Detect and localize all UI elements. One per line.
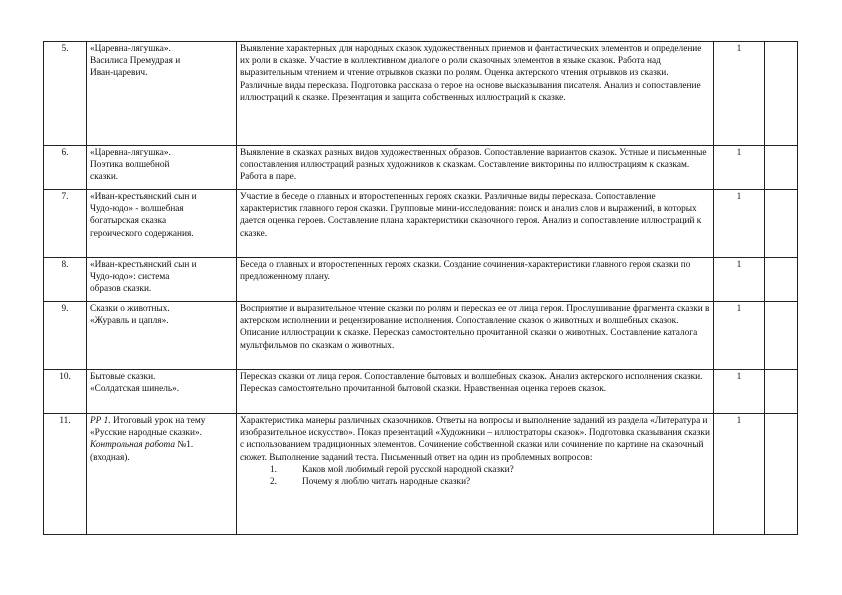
lesson-activities [237,146,714,190]
lesson-number: 6. [44,146,87,190]
activities-text: Восприятие и выразительное чтение сказки по ролям и пересказ ее от лица героя. Прослушивание фрагмента сказки в актерском исполнении и рецензирование исполнения. Сопоставление сказок о животных и волшебных сказок. Описание иллюстрации к сказке. Пересказ самостоятельно прочитанной сказки о животных. Составление каталога мультфильмов по сказкам о животных. [240,304,710,351]
table-row [44,414,798,535]
empty-cell [765,190,798,258]
empty-cell [765,414,798,535]
lesson-topic [87,190,237,258]
lesson-plan-table [43,41,798,535]
activities-text: Выявление характерных для народных сказок художественных приемов и фантастических элементов и определение их роли в сказке. Участие в коллективном диалоге о роли сказочных элементов в языке сказок. Работа над выразительным чтением и чтение отрывков сказки по ролям. Оценка актерского чтения отрывков из сказки. Различные виды пересказа. Подготовка рассказа о герое на основе высказывания писателя. Анализ и сопоставление иллюстраций к сказке. Презентация и защита собственных иллюстраций к сказке. [240,44,702,103]
topic-line: Василиса Премудрая и [90,56,181,67]
table-row [44,258,798,302]
topic-line: «Иван-крестьянский сын и [90,260,197,270]
topic-control-label: Контрольная работа [90,440,176,451]
activities-text: Участие в беседе о главных и второстепенных героях сказки. Различные виды пересказа. Сопоставление характеристик главного героя сказки. Групповые мини-исследования: поиск и анализ слов и выражений, в которых дается оценка героев. Составление плана характеристики сказочного героя. Анализ и сопоставление иллюстраций к сказке. [240,192,702,239]
lesson-hours: 1 [714,414,765,535]
lesson-topic [87,414,237,535]
topic-line: богатырская сказка [90,216,167,227]
topic-line: Чудо-юдо»: система [90,272,170,283]
question-item: 1. Каков мой любимый герой русской народной сказки? [270,464,514,475]
topic-line: Чудо-юдо» - волшебная [90,204,184,215]
topic-line: Иван-царевич. [90,68,148,79]
topic-text: Итоговый урок на тему «Русские народные сказки». [90,416,206,439]
lesson-hours: 1 [714,370,765,414]
lesson-topic [87,370,237,414]
lesson-activities [237,190,714,258]
lesson-activities [237,414,714,535]
topic-control-number: №1. [175,440,194,451]
table-row [44,370,798,414]
question-item: 2. Почему я люблю читать народные сказки? [270,477,471,488]
lesson-number: 10. [44,370,87,414]
lesson-activities [237,42,714,146]
lesson-hours: 1 [714,258,765,302]
empty-cell [765,302,798,370]
topic-line: «Солдатская шинель». [90,384,180,395]
empty-cell [765,370,798,414]
lesson-hours: 1 [714,146,765,190]
topic-line: «Царевна-лягушка». [90,148,171,158]
topic-line: сказки. [90,172,119,183]
lesson-number: 11. [44,414,87,535]
table-row [44,146,798,190]
empty-cell [765,258,798,302]
topic-line: «Иван-крестьянский сын и [90,192,197,202]
topic-rr-label: РР 1. [90,416,111,426]
lesson-number: 9. [44,302,87,370]
topic-line: «Журавль и цапля». [90,316,169,327]
empty-cell [765,146,798,190]
topic-line: Бытовые сказки. [90,372,156,382]
lesson-topic [87,302,237,370]
topic-tail: (входная). [90,452,130,463]
lesson-topic [87,42,237,146]
lesson-topic [87,146,237,190]
lesson-hours: 1 [714,190,765,258]
topic-line: «Царевна-лягушка». [90,44,171,54]
activities-text: Характеристика манеры различных сказочников. Ответы на вопросы и выполнение заданий из раздела «Литература и изобразительное искусство». Показ презентаций «Художники – иллюстраторы сказок». Подготовка сказывания сказки с использованием традиционных элементов. Сочинение собственной сказки или сочинение по картине на сказочный сюжет. Выполнение заданий теста. Письменный ответ на один из проблемных вопросов: [240,416,710,463]
lesson-number: 8. [44,258,87,302]
lesson-activities [237,302,714,370]
table-row [44,302,798,370]
topic-line: Поэтика волшебной [90,160,170,171]
activities-text: Пересказ сказки от лица героя. Сопоставление бытовых и волшебных сказок. Анализ актерского исполнения сказки. Пересказ самостоятельно прочитанной бытовой сказки. Нравственная оценка героев сказок. [240,372,703,395]
lesson-number: 5. [44,42,87,146]
topic-line: Сказки о животных. [90,304,170,314]
lesson-topic [87,258,237,302]
topic-line: героического содержания. [90,228,194,239]
lesson-number: 7. [44,190,87,258]
lesson-activities [237,258,714,302]
lesson-hours: 1 [714,42,765,146]
lesson-hours: 1 [714,302,765,370]
empty-cell [765,42,798,146]
topic-line: образов сказки. [90,284,152,295]
activities-text: Беседа о главных и второстепенных героях сказки. Создание сочинения-характеристики главного героя сказки по предложенному плану. [240,260,691,283]
activities-text: Выявление в сказках разных видов художественных образов. Сопоставление вариантов сказок. Устные и письменные сопоставления иллюстраций разных художников к сказкам. Составление викторины по иллюстрациям к сказкам. Работа в паре. [240,148,707,183]
table-row [44,42,798,146]
table-row [44,190,798,258]
lesson-activities [237,370,714,414]
